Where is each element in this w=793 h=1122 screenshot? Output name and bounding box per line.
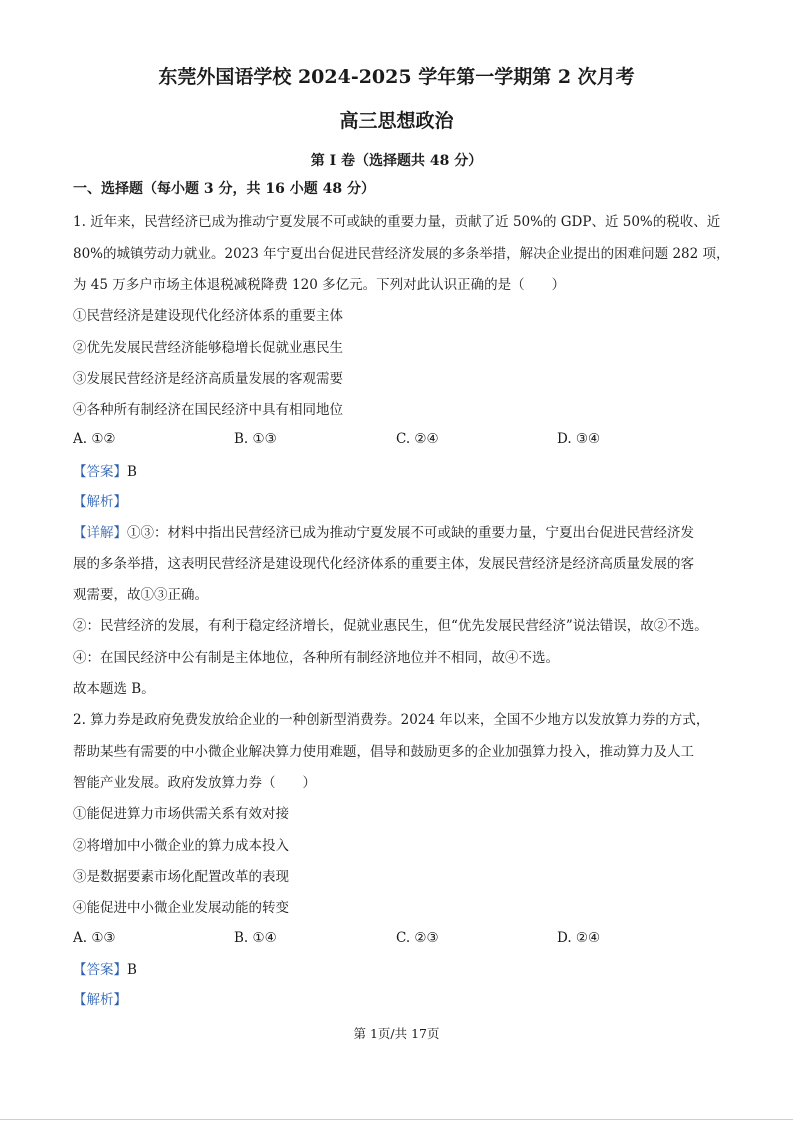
- q2-option-d: D. ②④: [557, 930, 601, 946]
- q1-answer: [73, 462, 137, 482]
- detail-tag: 【详解】: [73, 525, 127, 541]
- section-heading: 一、选择题（每小题 3 分，共 16 小题 48 分）: [73, 181, 375, 197]
- q1-item: ④各种所有制经济在国民经济中具有相同地位: [73, 402, 343, 418]
- q1-detail-line: 故本题选 B。: [73, 681, 155, 697]
- answer-tag: 【答案】: [73, 962, 127, 978]
- answer-value: B: [127, 962, 137, 978]
- subject-title: 高三思想政治: [339, 110, 454, 132]
- q2-option-c: C. ②③: [396, 930, 439, 946]
- q2-item: ③是数据要素市场化配置改革的表现: [73, 869, 289, 885]
- q1-detail-line: ②：民营经济的发展，有利于稳定经济增长，促就业惠民生，但“优先发展民营经济”说法错误，故②不选。: [73, 618, 708, 634]
- page-footer: 第 1页/共 17页: [353, 1026, 440, 1041]
- q2-analysis-tag: 【解析】: [73, 992, 127, 1008]
- q1-detail-line: 展的多条举措，这表明民营经济是建设现代化经济体系的重要主体，发展民营经济是经济高质量发展的客: [73, 556, 694, 572]
- q1-stem-line: 1. 近年来，民营经济已成为推动宁夏发展不可或缺的重要力量，贡献了近 50%的 GDP、近 50%的税收、近: [73, 214, 721, 230]
- answer-value: B: [127, 464, 137, 480]
- q1-option-d: D. ③④: [557, 431, 601, 447]
- q1-option-c: C. ②④: [396, 431, 439, 447]
- q1-detail-line: [73, 523, 694, 543]
- detail-text: ①③：材料中指出民营经济已成为推动宁夏发展不可或缺的重要力量，宁夏出台促进民营经济发: [127, 525, 694, 541]
- q2-item: ④能促进中小微企业发展动能的转变: [73, 900, 289, 916]
- q1-detail-line: ④：在国民经济中公有制是主体地位，各种所有制经济地位并不相同，故④不选。: [73, 650, 559, 666]
- q2-option-a: A. ①③: [73, 930, 116, 946]
- q2-stem-line: 智能产业发展。政府发放算力券（ ）: [73, 775, 316, 791]
- q1-detail-line: 观需要，故①③正确。: [73, 587, 208, 603]
- q1-item: ②优先发展民营经济能够稳增长促就业惠民生: [73, 340, 343, 356]
- exam-title: 东莞外国语学校 2024-2025 学年第一学期第 2 次月考: [158, 66, 635, 88]
- q1-item: ③发展民营经济是经济高质量发展的客观需要: [73, 371, 343, 387]
- q2-stem-line: 帮助某些有需要的中小微企业解决算力使用难题，倡导和鼓励更多的企业加强算力投入，推动算力及人工: [73, 744, 694, 760]
- q2-item: ①能促进算力市场供需关系有效对接: [73, 806, 289, 822]
- page-bottom-divider: [0, 1119, 793, 1120]
- q1-stem-line: 为 45 万多户市场主体退税减税降费 120 多亿元。下列对此认识正确的是（ ）: [73, 277, 566, 293]
- q1-option-a: A. ①②: [73, 431, 116, 447]
- q2-stem-line: 2. 算力券是政府免费发放给企业的一种创新型消费券。2024 年以来，全国不少地方以发放算力券的方式，: [73, 712, 710, 728]
- answer-tag: 【答案】: [73, 464, 127, 480]
- part-title: 第 I 卷（选择题共 48 分）: [310, 153, 483, 169]
- q2-answer: [73, 960, 137, 980]
- q2-item: ②将增加中小微企业的算力成本投入: [73, 838, 289, 854]
- q1-stem-line: 80%的城镇劳动力就业。2023 年宁夏出台促进民营经济发展的多条举措，解决企业提出的困难问题 282 项，: [73, 246, 730, 262]
- q1-analysis-tag: 【解析】: [73, 494, 127, 510]
- q2-option-b: B. ①④: [234, 930, 277, 946]
- q1-item: ①民营经济是建设现代化经济体系的重要主体: [73, 308, 343, 324]
- q1-option-b: B. ①③: [234, 431, 277, 447]
